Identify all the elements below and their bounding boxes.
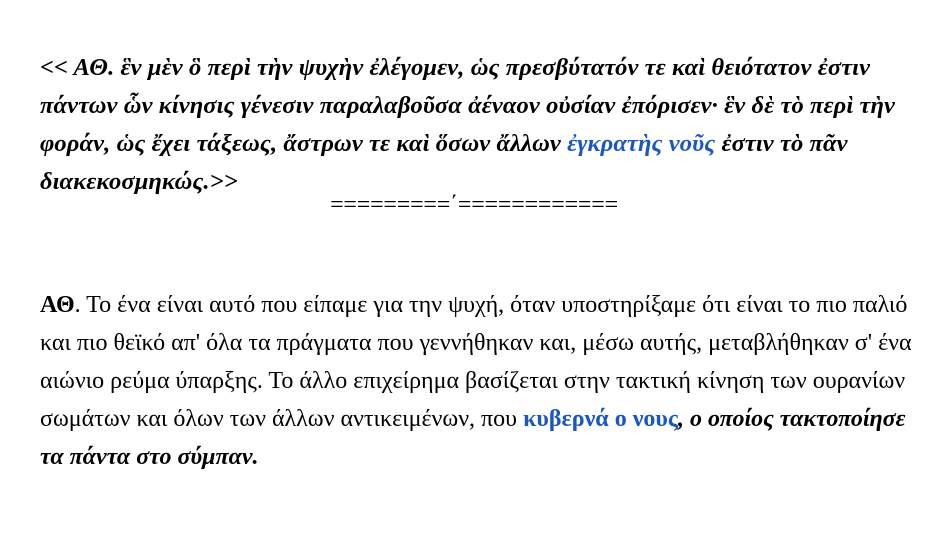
translation-paragraph [40, 286, 920, 476]
quote-open-marker: << [40, 53, 74, 81]
translation-speaker-label: ΑΘ [40, 292, 75, 318]
section-divider: =========΄============ [330, 192, 618, 218]
translation-text-before-accent: . Το ένα είναι αυτό που είπαμε για την ψυχή, όταν υποστηρίξαμε ότι είναι το πιο παλιό και πιο θεϊκό απ' όλα τα πράγματα που γεννήθηκαν και, μέσω αυτής, μεταβλήθηκαν σ' ένα αιώνιο ρεύμα ύπαρξης. Το άλλο επιχείρημα βασίζεται στην τακτική κίνηση των ουρανίων σωμάτων και όλων των άλλων αντικειμένων, που [40, 292, 912, 432]
greek-passage-paragraph [40, 49, 920, 201]
greek-accent-phrase: ἐγκρατὴς νοῦς [567, 129, 716, 157]
translation-accent-phrase: κυβερνά ο νους [523, 406, 679, 432]
greek-text-after-accent: ἐστιν τὸ πᾶν διακεκοσμηκώς.>> [40, 129, 848, 195]
greek-text-before-accent: . ἓν μὲν ὃ περὶ τὴν ψυχὴν ἐλέγομεν, ὡς πρεσβύτατόν τε καὶ θειότατον ἐστιν πάντων ὧν κίνησις γένεσιν παραλαβοῦσα ἀέναον οὐσίαν ἐπόρισεν· ἓν δὲ τὸ περὶ τὴν φοράν, ὡς ἔχει τάξεως, ἄστρων τε καὶ ὅσων ἄλλων [40, 53, 895, 157]
translation-closing-phrase: , ο οποίος τακτοποίησε τα πάντα στο σύμπαν. [40, 406, 906, 470]
greek-speaker-label: ΑΘ [73, 53, 109, 81]
